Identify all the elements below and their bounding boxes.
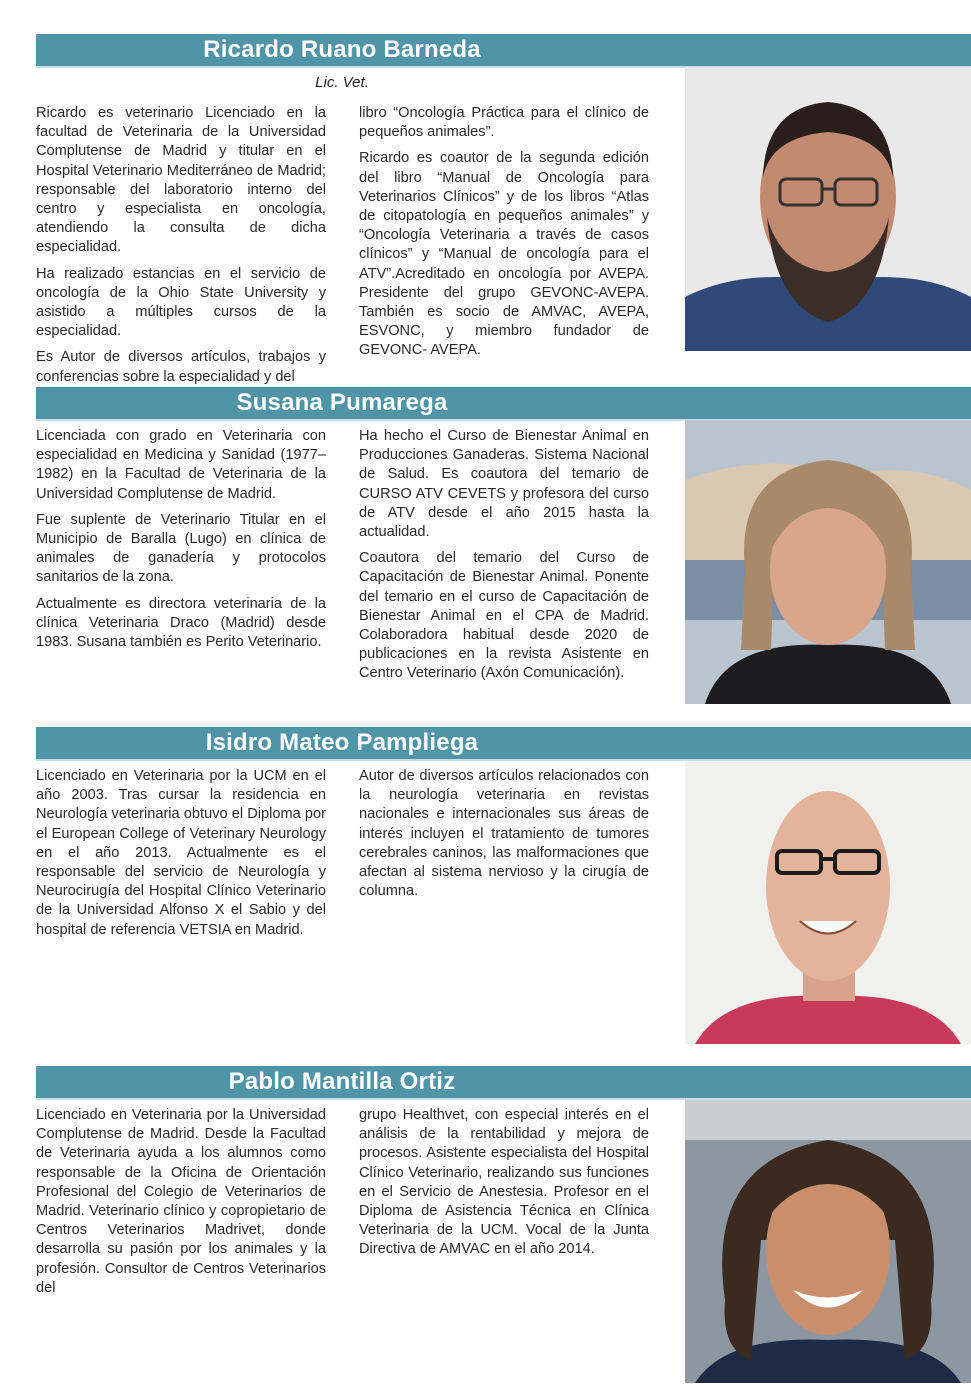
portrait-photo: [685, 761, 971, 1044]
portrait-photo: [685, 420, 971, 704]
person-name: Isidro Mateo Pampliega: [205, 729, 479, 756]
bio-paragraph: Es Autor de diversos artículos, trabajos y conferencias sobre la especialidad y del: [36, 349, 326, 385]
bio-paragraph: grupo Healthvet, con especial interés en el análisis de la rentabilidad y mejora de procesos. Asistente especialista del Hospital Clínico Veterinario, realizando sus funciones en el Servicio de Anestesia. Profesor en el Diploma de Asistencia Técnica en Clínica Veterinaria de la UCM. Vocal de la Junta Directiva de AMVAC en el año 2014.: [359, 1107, 649, 1258]
person-name: Pablo Mantilla Ortiz: [228, 1068, 456, 1095]
bio-column-left: [36, 427, 326, 659]
person-name: Ricardo Ruano Barneda: [203, 36, 481, 63]
bio-paragraph: Licenciado en Veterinaria por la UCM en el año 2003. Tras cursar la residencia en Neurología veterinaria obtuvo el Diploma por el European College of Veterinary Neurology en el año 2013. Actualmente es el responsable del servicio de Neurología y Neurocirugía del Hospital Clínico Veterinario de la Universidad Alfonso X el Sabio y del hospital de referencia VETSIA en Madrid.: [36, 768, 326, 938]
bio-paragraph: Licenciado en Veterinaria por la Universidad Complutense de Madrid. Desde la Facultad de Veterinaria ayuda a los alumnos como responsable de la Oficina de Orientación Profesional del Colegio de Veterinarios de Madrid. Veterinario clínico y copropietario de Centros Veterinarios Madrivet, donde desarrolla su pasión por los animales y la profesión. Consultor de Centros Veterinarios del: [36, 1107, 326, 1296]
bio-column-left: [36, 767, 326, 947]
bio-paragraph: Coautora del temario del Curso de Capacitación de Bienestar Animal. Ponente del temario en el curso de Capacitación de Bienestar Animal en el CPA de Madrid. Colaboradora habitual desde 2020 de publicaciones en la revista Asistente en Centro Veterinario (Axón Comunicación).: [359, 550, 649, 682]
name-bar: [36, 727, 971, 761]
bio-column-right: [359, 104, 649, 368]
bio-column-left: [36, 104, 326, 394]
portrait-photo: [685, 67, 971, 351]
bio-paragraph: Ha realizado estancias en el servicio de oncología de la Ohio State University y asistido a múltiples cursos de la especialidad.: [36, 265, 326, 340]
bio-column-left: [36, 1106, 326, 1305]
person-title: Lic. Vet.: [315, 74, 369, 91]
name-bar: [36, 387, 971, 421]
bio-paragraph: Autor de diversos artículos relacionados con la neurología veterinaria en revistas nacionales e internacionales sus áreas de interés incluyen el tratamiento de tumores cerebrales caninos, las malformaciones que afectan al sistema nervioso y la cirugía de columna.: [359, 768, 649, 900]
bio-paragraph: Ricardo es veterinario Licenciado en la facultad de Veterinaria de la Universidad Complutense de Madrid y titular en el Hospital Veterinario Mediterráneo de Madrid; responsable del laboratorio interno del centro y especialista en oncología, atendiendo la consulta de dicha especialidad.: [36, 105, 326, 256]
bio-paragraph: Ricardo es coautor de la segunda edición del libro “Manual de Oncología para Veterinarios Clínicos” y de los libros “Atlas de citopatología en pequeños animales” y “Oncología Veterinaria a través de casos clínicos” y “Manual de oncología para el ATV”.Acreditado en oncología por AVEPA. Presidente del grupo GEVONC-AVEPA. También es socio de AMVAC, AVEPA, ESVONC, y miembro fundador de GEVONC- AVEPA.: [359, 150, 649, 359]
bio-column-right: [359, 1106, 649, 1267]
portrait-photo: [685, 1100, 971, 1383]
bio-paragraph: libro “Oncología Práctica para el clínico de pequeños animales”.: [359, 105, 649, 141]
bio-paragraph: Ha hecho el Curso de Bienestar Animal en Producciones Ganaderas. Sistema Nacional de Salud. Es coautora del temario de CURSO ATV CEVETS y profesora del curso de ATV desde el año 2015 hasta la actualidad.: [359, 428, 649, 541]
bio-paragraph: Actualmente es directora veterinaria de la clínica Veterinaria Draco (Madrid) desde 1983. Susana también es Perito Veterinario.: [36, 595, 326, 651]
bio-column-right: [359, 427, 649, 691]
bio-paragraph: Licenciada con grado en Veterinaria con especialidad en Medicina y Sanidad (1977–1982) en la Facultad de Veterinaria de la Universidad Complutense de Madrid.: [36, 428, 326, 502]
bio-paragraph: Fue suplente de Veterinario Titular en el Municipio de Baralla (Lugo) en clínica de animales de ganadería y protocolos sanitarios de la zona.: [36, 511, 326, 586]
person-name: Susana Pumarega: [236, 389, 448, 416]
name-bar: [36, 1066, 971, 1100]
name-bar: [36, 34, 971, 68]
bio-column-right: [359, 767, 649, 908]
